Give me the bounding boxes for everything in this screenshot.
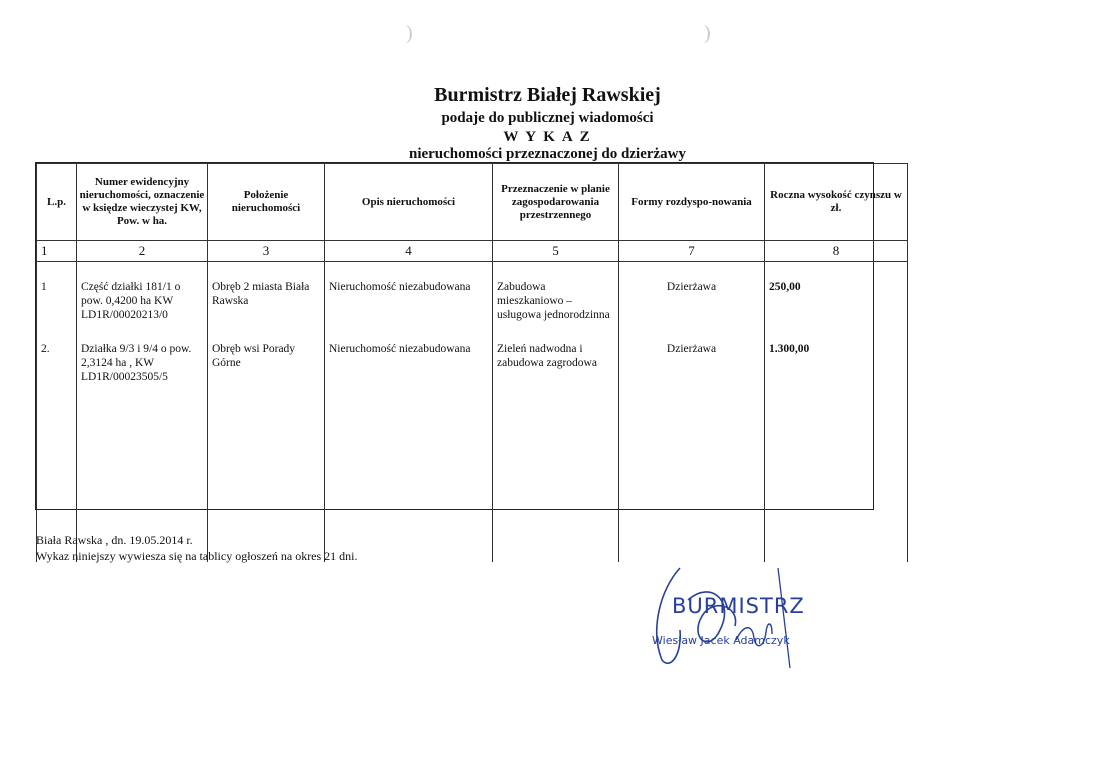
punch-mark-right: ) xyxy=(704,22,711,44)
property-table xyxy=(36,163,908,562)
row-rent: 250,00 xyxy=(765,262,908,343)
column-number: 7 xyxy=(619,241,765,262)
row-location: Obręb 2 miasta Biała Rawska xyxy=(208,262,325,343)
row-number: Część działki 181/1 o pow. 0,4200 ha KW LD1R/00020213/0 xyxy=(77,262,208,343)
row-form: Dzierżawa xyxy=(619,342,765,422)
document-subtitle: podaje do publicznej wiadomości xyxy=(441,110,654,126)
row-description: Nieruchomość niezabudowana xyxy=(325,342,493,422)
header-description: Opis nieruchomości xyxy=(325,164,493,241)
table-row xyxy=(37,262,908,343)
table-row xyxy=(37,342,908,422)
column-number: 3 xyxy=(208,241,325,262)
row-rent: 1.300,00 xyxy=(765,342,908,422)
row-form: Dzierżawa xyxy=(619,262,765,343)
place-and-date: Biała Rawska , dn. 19.05.2014 r. xyxy=(36,533,193,547)
column-number: 2 xyxy=(77,241,208,262)
header-form: Formy rozdyspo-nowania xyxy=(619,164,765,241)
column-number: 1 xyxy=(37,241,77,262)
column-number-row xyxy=(37,241,908,262)
column-number: 4 xyxy=(325,241,493,262)
header-purpose: Przeznaczenie w planie zagospodarowania przestrzennego xyxy=(493,164,619,241)
punch-mark-left: ) xyxy=(406,22,413,44)
document-subject: nieruchomości przeznaczonej do dzierżawy xyxy=(408,146,687,162)
row-purpose: Zieleń nadwodna i zabudowa zagrodowa xyxy=(493,342,619,422)
document-title: Burmistrz Białej Rawskiej xyxy=(434,84,661,106)
header-rent: Roczna wysokość czynszu w zł. xyxy=(765,164,908,241)
table-header-row xyxy=(37,164,908,241)
row-location: Obręb wsi Porady Górne xyxy=(208,342,325,422)
column-number: 5 xyxy=(493,241,619,262)
header-number: Numer ewidencyjny nieruchomości, oznaczenie w księdze wieczystej KW, Pow. w ha. xyxy=(77,164,208,241)
stamp-title: BURMISTRZ xyxy=(672,594,805,618)
document-type: W Y K A Z xyxy=(503,129,592,145)
row-number: Działka 9/3 i 9/4 o pow. 2,3124 ha , KW LD1R/00023505/5 xyxy=(77,342,208,422)
row-purpose: Zabudowa mieszkaniowo – usługowa jednorodzinna xyxy=(493,262,619,343)
header-location: Położenie nieruchomości xyxy=(208,164,325,241)
row-lp: 1 xyxy=(37,262,77,343)
posting-notice: Wykaz niniejszy wywiesza się na tablicy ogłoszeń na okres 21 dni. xyxy=(36,549,358,563)
row-lp: 2. xyxy=(37,342,77,422)
row-description: Nieruchomość niezabudowana xyxy=(325,262,493,343)
header-lp: L.p. xyxy=(37,164,77,241)
property-table-frame xyxy=(35,162,902,510)
stamp-name: Wiesław Jacek Adamczyk xyxy=(652,634,790,647)
column-number: 8 xyxy=(765,241,908,262)
